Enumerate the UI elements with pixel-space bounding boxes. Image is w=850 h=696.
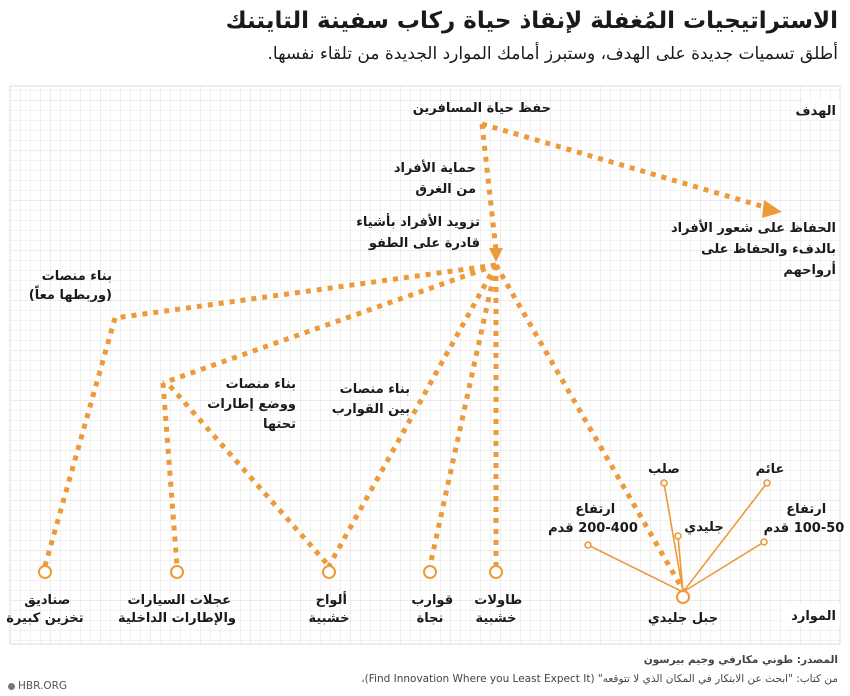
attr-node-height-200-400 [585, 542, 591, 548]
page-subtitle: أطلق تسميات جديدة على الهدف، وستبرز أمامك الموارد الجديدة من تلقاء نفسها. [267, 44, 838, 64]
brand-footer [8, 680, 67, 692]
brand-dot-icon [8, 683, 15, 690]
node-floating-objects: تزويد الأفراد بأشياء قادرة على الطفو [356, 215, 480, 251]
resource-node-iceberg [677, 591, 689, 603]
brand-label: HBR.ORG [18, 680, 68, 692]
node-platforms-linked: بناء منصات (وربطها معاً) [28, 269, 112, 303]
attr-node-floating [764, 480, 770, 486]
resource-label-wooden-tables: طاولات خشبية [474, 593, 523, 626]
resource-label-lifeboats: قوارب نجاة [411, 593, 454, 626]
attr-label-height-200-400: ارتفاع 200-400 قدم [548, 502, 638, 536]
resource-node-wooden-tables [490, 566, 502, 578]
row-label-goal: الهدف [795, 104, 836, 119]
resource-label-wood-boards: ألواح خشبية [308, 593, 350, 626]
book-credit: من كتاب: "ابحث عن الابتكار في المكان الذي لا تتوقعه" (Find Innovation Where you Least Expect It)، [361, 673, 838, 685]
attr-label-solid: صلب [648, 462, 680, 477]
resource-node-storage-boxes [39, 566, 51, 578]
resource-label-iceberg: جبل جليدي [647, 611, 719, 626]
resource-label-car-tires: عجلات السيارات والإطارات الداخلية [117, 593, 237, 626]
resource-node-car-tires [171, 566, 183, 578]
attr-label-floating: عائم [755, 462, 785, 477]
node-keep-warm: الحفاظ على شعور الأفراد بالدفء والحفاظ على أرواحهم [671, 221, 836, 278]
node-platforms-boats: بناء منصات بين القوارب [331, 382, 410, 417]
attr-label-height-50-100: ارتفاع 100-50 قدم [763, 502, 845, 536]
resource-node-wood-boards [323, 566, 335, 578]
row-label-resources: الموارد [791, 609, 836, 624]
resource-node-lifeboats [424, 566, 436, 578]
source-credit: المصدر: طوني مكارفي وجيم بيرسون [643, 654, 838, 666]
attr-node-height-50-100 [761, 539, 767, 545]
page-title: الاستراتيجيات المُغفلة لإنقاذ حياة ركاب سفينة التايتنك [225, 8, 838, 34]
attr-node-icy [675, 533, 681, 539]
resource-label-storage-boxes: صناديق تخزين كبيرة [6, 593, 84, 626]
node-top-goal: حفظ حياة المسافرين [412, 101, 551, 116]
attr-label-icy: جليدي [684, 520, 724, 535]
attr-node-solid [661, 480, 667, 486]
node-platforms-tires: بناء منصات ووضع إطارات تحتها [207, 377, 296, 432]
node-prevent-drowning: حماية الأفراد من الغرق [393, 161, 476, 197]
